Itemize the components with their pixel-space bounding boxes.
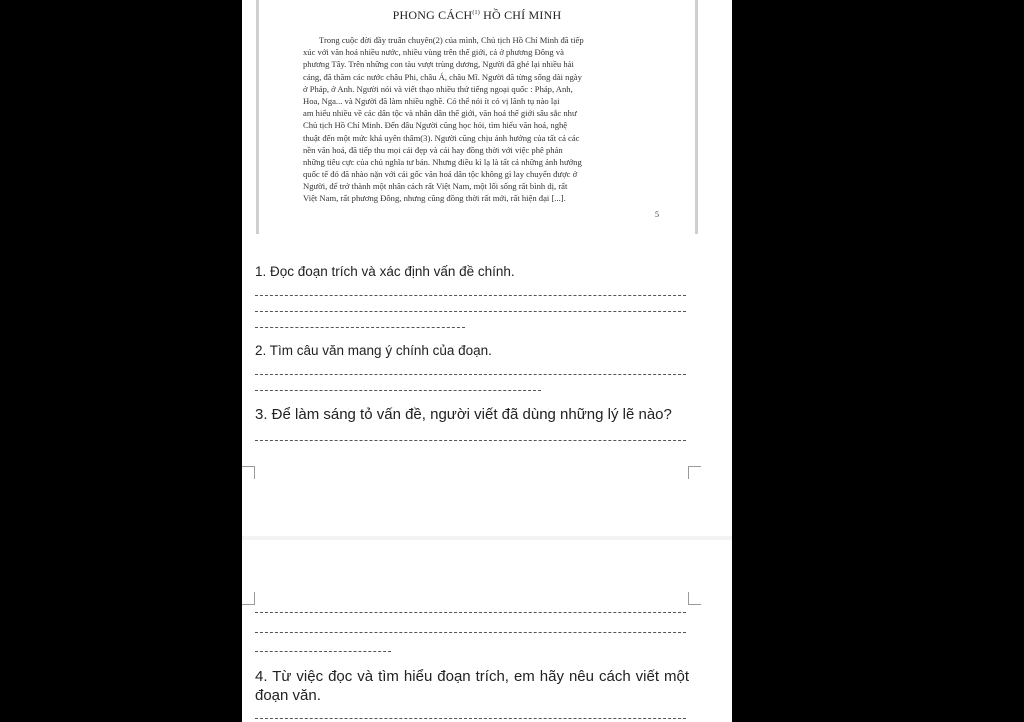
question-1: 1. Đọc đoạn trích và xác định vấn đề chính. <box>255 264 515 279</box>
document-viewer[interactable] <box>242 0 732 722</box>
excerpt-body <box>303 34 645 205</box>
excerpt-line: Việt Nam, rất phương Đông, nhưng cũng đồng thời rất mới, rất hiện đại [...]. <box>303 193 566 204</box>
excerpt-title: PHONG CÁCH$^{(1)}$ HỒ CHÍ MINH <box>392 8 562 22</box>
page-margin-corner <box>242 592 255 605</box>
answer-line[interactable] <box>255 311 686 312</box>
scanned-excerpt-image <box>256 0 698 234</box>
question-2: 2. Tìm câu văn mang ý chính của đoạn. <box>255 343 492 358</box>
page-margin-corner <box>242 466 255 479</box>
question-4: 4. Từ việc đọc và tìm hiểu đoạn trích, em hãy nêu cách viết một đoạn văn. <box>255 668 689 704</box>
excerpt-line: phương Tây. Trên những con tàu vượt trùng dương, Người đã ghé lại nhiều hải <box>303 59 574 70</box>
excerpt-line: Hoa, Nga... và Người đã làm nhiều nghề. Có thể nói ít có vị lãnh tụ nào lại <box>303 95 560 106</box>
excerpt-page-number: 5 <box>655 210 659 219</box>
excerpt-line: ở Pháp, ở Anh. Người nói và viết thạo nhiều thứ tiếng ngoại quốc : Pháp, Anh, <box>303 83 573 94</box>
question-3: 3. Để làm sáng tỏ vấn đề, người viết đã dùng những lý lẽ nào? <box>255 406 672 423</box>
excerpt-line: Trong cuộc đời đầy truân chuyên(2) của mình, Chủ tịch Hồ Chí Minh đã tiếp <box>319 35 584 45</box>
excerpt-line: nền văn hoá, đã tiếp thu mọi cái đẹp và cái hay đồng thời với việc phê phán <box>303 144 563 155</box>
answer-line[interactable] <box>255 374 686 375</box>
answer-line[interactable] <box>255 718 686 719</box>
answer-line[interactable] <box>255 440 686 441</box>
answer-line[interactable] <box>255 295 686 296</box>
page-margin-corner <box>688 466 701 479</box>
excerpt-line: những tiêu cực của chủ nghĩa tư bản. Nhưng điều kì lạ là tất cả những ảnh hưởng <box>303 156 582 167</box>
excerpt-line: am hiểu nhiều về các dân tộc và nhân dân thế giới, văn hoá thế giới sâu sắc như <box>303 108 577 119</box>
answer-line[interactable] <box>255 651 391 652</box>
excerpt-line: cảng, đã thăm các nước châu Phi, châu Á, châu Mĩ. Người đã từng sống dài ngày <box>303 71 582 82</box>
page-1 <box>242 0 732 536</box>
excerpt-line: xúc với văn hoá nhiều nước, nhiều vùng trên thế giới, cả ở phương Đông và <box>303 47 564 58</box>
excerpt-line: Chủ tịch Hồ Chí Minh. Đến đâu Người cũng học hỏi, tìm hiểu văn hoá, nghệ <box>303 120 568 131</box>
answer-line[interactable] <box>255 612 686 613</box>
answer-line[interactable] <box>255 390 541 391</box>
excerpt-line: thuật đến một mức khá uyên thâm(3). Người cũng chịu ảnh hưởng của tất cả các <box>303 132 580 143</box>
page-margin-corner <box>688 592 701 605</box>
answer-line[interactable] <box>255 327 465 328</box>
answer-line[interactable] <box>255 632 686 633</box>
excerpt-line: Người, để trở thành một nhân cách rất Việt Nam, một lối sống rất bình dị, rất <box>303 181 568 192</box>
excerpt-line: quốc tế đó đã nhào nặn với cái gốc văn hoá dân tộc không gì lay chuyển được ở <box>303 169 578 180</box>
